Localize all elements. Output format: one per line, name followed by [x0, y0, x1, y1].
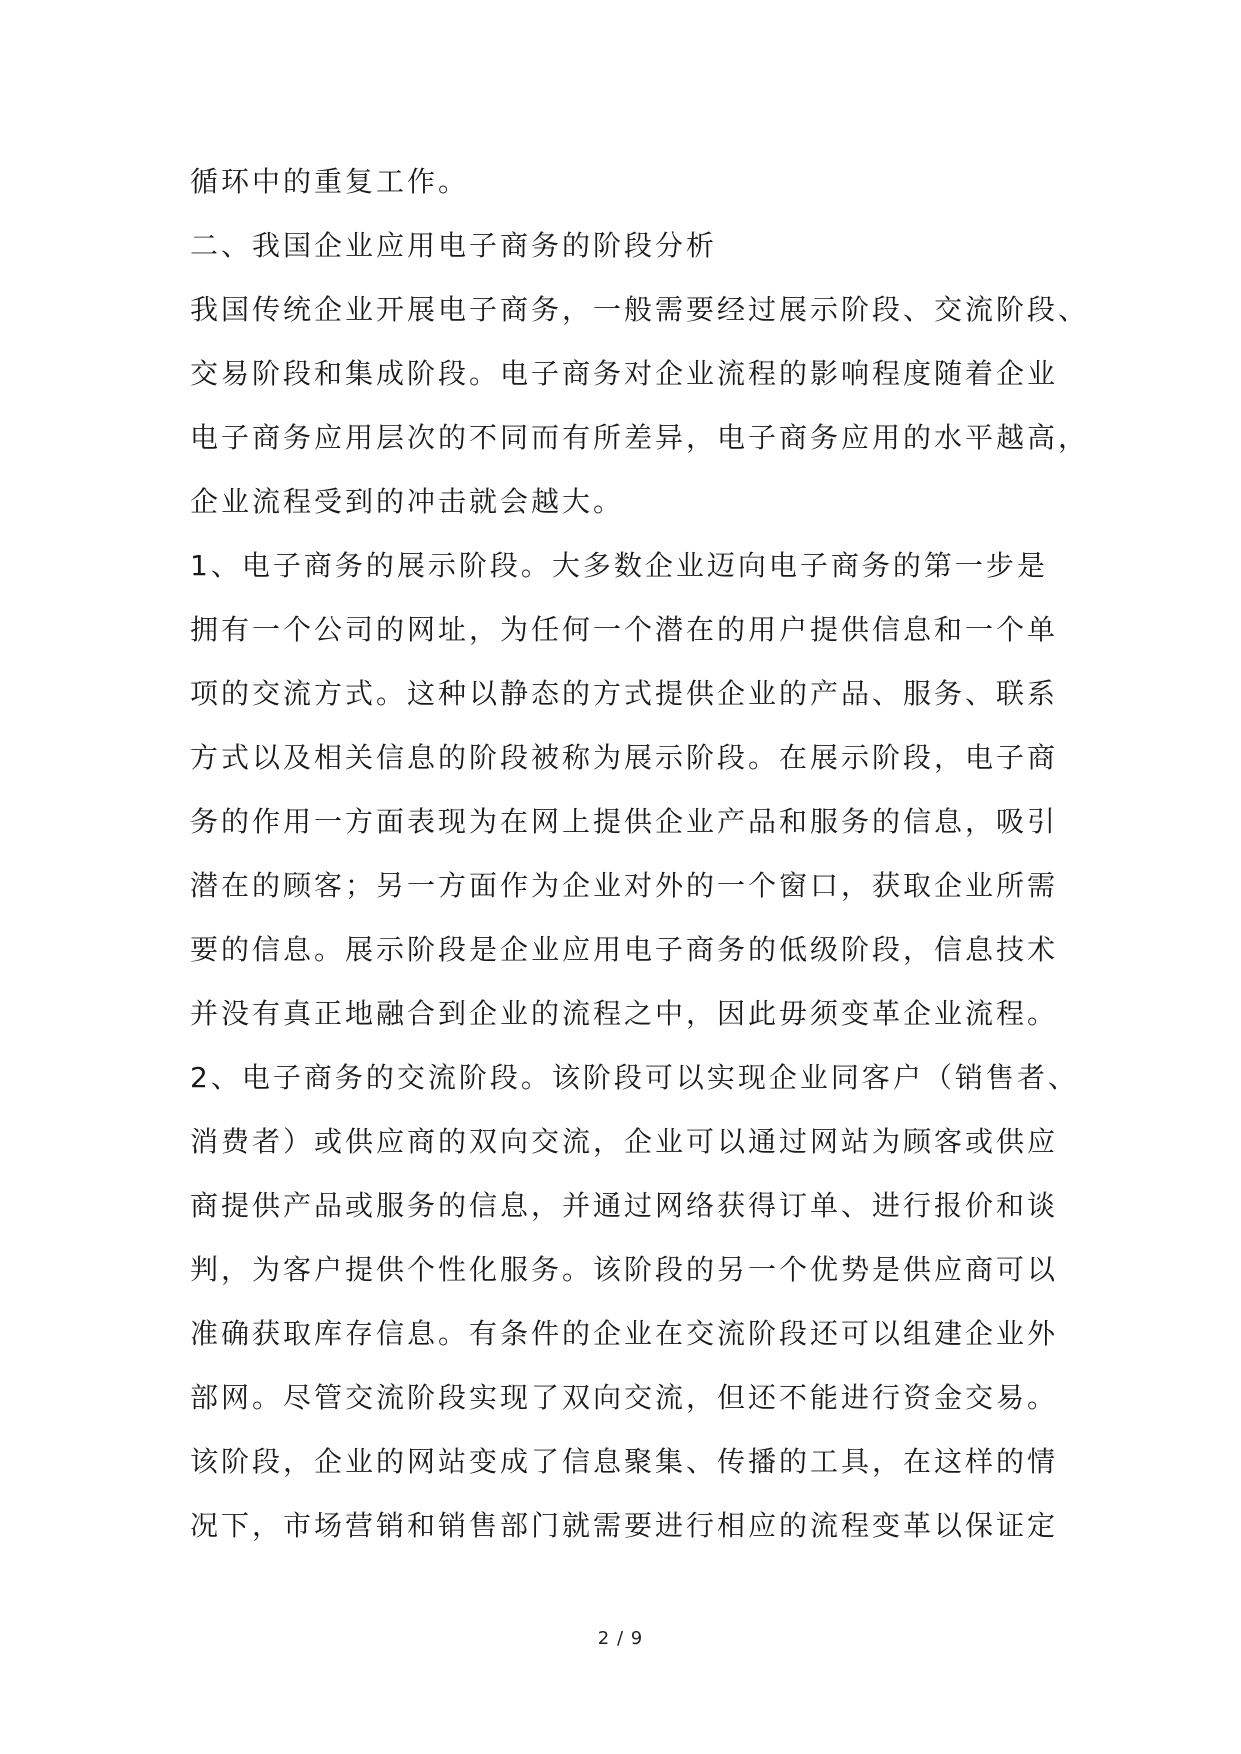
text-line: 我国传统企业开展电子商务，一般需要经过展示阶段、交流阶段、: [190, 293, 1090, 326]
text-line: 方式以及相关信息的阶段被称为展示阶段。在展示阶段，电子商: [190, 741, 1059, 774]
text-line: 该阶段，企业的网站变成了信息聚集、传播的工具，在这样的情: [190, 1445, 1059, 1478]
text-line: 商提供产品或服务的信息，并通过网络获得订单、进行报价和谈: [190, 1189, 1059, 1222]
text-line: 判，为客户提供个性化服务。该阶段的另一个优势是供应商可以: [190, 1253, 1059, 1286]
text-line: 企业流程受到的冲击就会越大。: [190, 485, 625, 518]
text-line: 并没有真正地融合到企业的流程之中，因此毋须变革企业流程。: [190, 997, 1059, 1030]
text-line: 消费者）或供应商的双向交流，企业可以通过网站为顾客或供应: [190, 1125, 1059, 1158]
text-line: 循环中的重复工作。: [190, 165, 470, 198]
body-text: [190, 150, 1090, 1558]
section-heading: 二、我国企业应用电子商务的阶段分析: [190, 229, 718, 262]
text-line: 项的交流方式。这种以静态的方式提供企业的产品、服务、联系: [190, 677, 1059, 710]
text-line: 务的作用一方面表现为在网上提供企业产品和服务的信息，吸引: [190, 805, 1059, 838]
text-line: 1、电子商务的展示阶段。大多数企业迈向电子商务的第一步是: [190, 549, 1048, 582]
text-line: 准确获取库存信息。有条件的企业在交流阶段还可以组建企业外: [190, 1317, 1059, 1350]
text-line: 2、电子商务的交流阶段。该阶段可以实现企业同客户（销售者、: [190, 1061, 1079, 1094]
text-line: 电子商务应用层次的不同而有所差异，电子商务应用的水平越高，: [190, 421, 1090, 454]
page-number: 2 / 9: [597, 1628, 644, 1649]
text-line: 拥有一个公司的网址，为任何一个潜在的用户提供信息和一个单: [190, 613, 1059, 646]
text-line: 况下，市场营销和销售部门就需要进行相应的流程变革以保证定: [190, 1509, 1059, 1542]
text-line: 部网。尽管交流阶段实现了双向交流，但还不能进行资金交易。: [190, 1381, 1059, 1414]
text-line: 交易阶段和集成阶段。电子商务对企业流程的影响程度随着企业: [190, 357, 1059, 390]
text-line: 要的信息。展示阶段是企业应用电子商务的低级阶段，信息技术: [190, 933, 1059, 966]
text-line: 潜在的顾客；另一方面作为企业对外的一个窗口，获取企业所需: [190, 869, 1059, 902]
